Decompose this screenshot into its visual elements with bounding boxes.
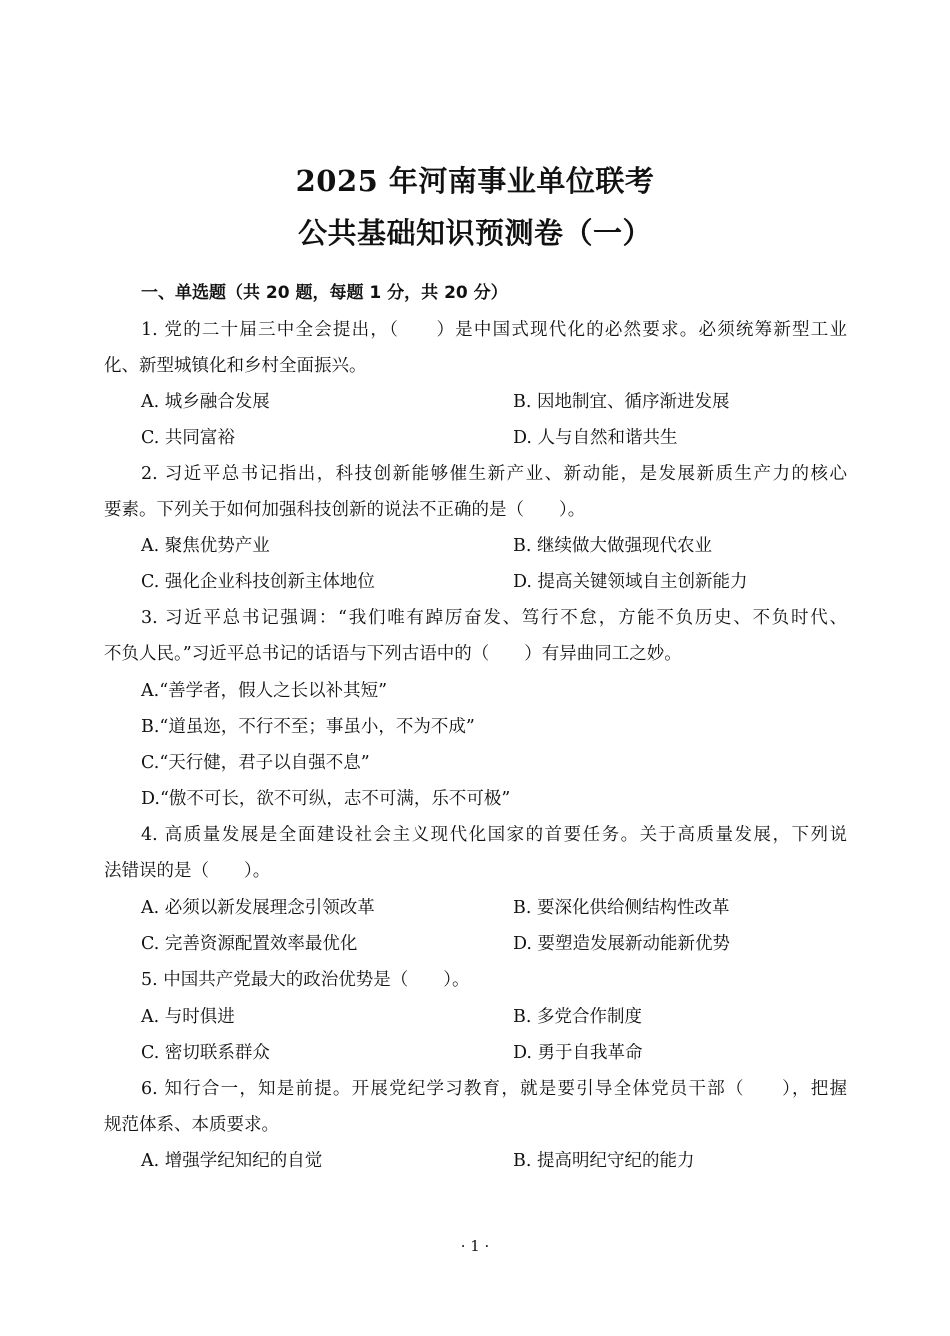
question-1-stem-line1: 1. 党的二十届三中全会提出，（ ）是中国式现代化的必然要求。必须统筹新型工业 <box>141 320 847 340</box>
question-4-option-d: D. 要塑造发展新动能新优势 <box>513 934 731 954</box>
question-1-option-a: A. 城乡融合发展 <box>141 392 270 412</box>
question-6-stem-line2: 规范体系、本质要求。 <box>104 1115 279 1135</box>
question-2-option-d: D. 提高关键领域自主创新能力 <box>513 572 748 592</box>
question-4-option-b: B. 要深化供给侧结构性改革 <box>513 898 730 918</box>
page-number: · 1 · <box>460 1237 490 1255</box>
question-1-option-d: D. 人与自然和谐共生 <box>513 428 678 448</box>
question-2-stem-line2: 要素。下列关于如何加强科技创新的说法不正确的是（ ）。 <box>104 500 586 520</box>
question-4-option-c: C. 完善资源配置效率最优化 <box>141 934 358 954</box>
question-4-option-a: A. 必须以新发展理念引领改革 <box>141 898 375 918</box>
exam-title-line2: 公共基础知识预测卷（一） <box>297 216 652 250</box>
question-2-stem-line1: 2. 习近平总书记指出，科技创新能够催生新产业、新动能，是发展新质生产力的核心 <box>141 464 847 484</box>
question-1-stem-line2: 化、新型城镇化和乡村全面振兴。 <box>104 356 367 376</box>
question-3-option-d: D.“傲不可长，欲不可纵，志不可满，乐不可极” <box>141 789 511 809</box>
question-1-option-b: B. 因地制宜、循序渐进发展 <box>513 392 730 412</box>
question-5-option-d: D. 勇于自我革命 <box>513 1043 643 1063</box>
question-2-option-c: C. 强化企业科技创新主体地位 <box>141 572 375 592</box>
question-6-option-b: B. 提高明纪守纪的能力 <box>513 1151 695 1171</box>
question-5-option-b: B. 多党合作制度 <box>513 1007 642 1027</box>
question-5-stem-line1: 5. 中国共产党最大的政治优势是（ ）。 <box>141 970 470 990</box>
question-5-option-c: C. 密切联系群众 <box>141 1043 270 1063</box>
question-6-stem-line1: 6. 知行合一，知是前提。开展党纪学习教育，就是要引导全体党员干部（ ），把握 <box>141 1079 847 1099</box>
question-3-option-a: A.“善学者，假人之长以补其短” <box>141 681 388 701</box>
question-3-option-b: B.“道虽迩，不行不至；事虽小，不为不成” <box>141 717 475 737</box>
section-heading: 一、单选题（共 20 题，每题 1 分，共 20 分） <box>141 283 508 303</box>
question-6-option-a: A. 增强学纪知纪的自觉 <box>141 1151 323 1171</box>
question-3-stem-line2: 不负人民。”习近平总书记的话语与下列古语中的（ ）有异曲同工之妙。 <box>104 644 682 664</box>
question-4-stem-line2: 法错误的是（ ）。 <box>104 861 271 881</box>
question-4-stem-line1: 4. 高质量发展是全面建设社会主义现代化国家的首要任务。关于高质量发展，下列说 <box>141 825 847 845</box>
question-3-stem-line1: 3. 习近平总书记强调：“我们唯有踔厉奋发、笃行不怠，方能不负历史、不负时代、 <box>141 608 847 628</box>
question-2-option-b: B. 继续做大做强现代农业 <box>513 536 712 556</box>
exam-title-line1: 2025 年河南事业单位联考 <box>295 164 655 198</box>
question-2-option-a: A. 聚焦优势产业 <box>141 536 270 556</box>
question-3-option-c: C.“天行健，君子以自强不息” <box>141 753 370 773</box>
question-5-option-a: A. 与时俱进 <box>141 1007 235 1027</box>
question-1-option-c: C. 共同富裕 <box>141 428 235 448</box>
